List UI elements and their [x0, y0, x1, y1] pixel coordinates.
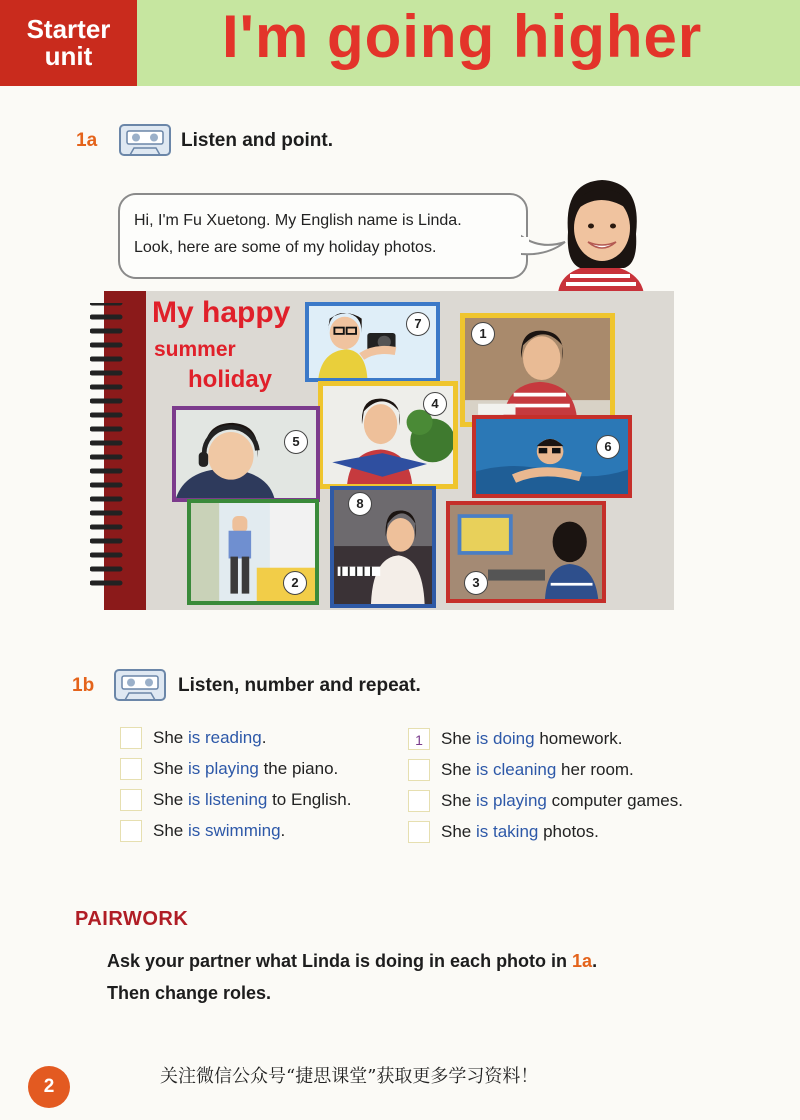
speech-line-1: Hi, I'm Fu Xuetong. My English name is Linda. [134, 212, 462, 229]
cassette-icon [113, 667, 167, 703]
album-title-line3: holiday [188, 366, 273, 393]
photo-1[interactable] [460, 313, 615, 427]
pairwork-heading: PAIRWORK [75, 908, 189, 930]
answer-box[interactable] [120, 727, 142, 749]
pairwork-line-1-text: Ask your partner what Linda is doing in each photo in [107, 951, 573, 971]
photo-2[interactable] [187, 499, 319, 605]
album-title-line1: My happy [152, 296, 291, 329]
unit-label [0, 0, 137, 86]
section-1a-title: Listen and point. [181, 130, 333, 151]
photo-7[interactable] [305, 302, 440, 382]
photo-4[interactable] [318, 381, 458, 489]
item-subject: She [441, 729, 472, 748]
photo-number-badge: 3 [464, 571, 488, 595]
unit-label-line1: Starter [26, 14, 111, 44]
section-1b-title: Listen, number and repeat. [178, 675, 421, 696]
item-verb: is playing [475, 791, 547, 810]
pairwork-line-2: Then change roles. [107, 983, 272, 1003]
list-item [408, 819, 599, 845]
list-item [120, 756, 338, 782]
photo-number-badge: 8 [348, 492, 372, 516]
photo-number-badge: 5 [284, 430, 308, 454]
item-subject: She [153, 821, 184, 840]
item-rest: the piano. [258, 759, 339, 778]
answer-box[interactable]: 1 [408, 728, 430, 750]
item-subject: She [153, 790, 184, 809]
item-verb: is listening [187, 790, 268, 809]
page-number: 2 [28, 1066, 70, 1108]
list-item [120, 725, 266, 751]
item-verb: is reading [187, 728, 262, 747]
item-rest: photos. [538, 822, 599, 841]
photo-number-badge: 1 [471, 322, 495, 346]
list-item [408, 726, 622, 752]
item-rest: . [261, 728, 267, 747]
item-rest: homework. [534, 729, 623, 748]
list-item [120, 787, 351, 813]
item-subject: She [153, 759, 184, 778]
item-rest: . [280, 821, 286, 840]
list-item [408, 757, 634, 783]
list-item [408, 788, 683, 814]
pairwork-instructions [107, 945, 597, 1009]
footer-note: 关注微信公众号“捷思课堂”获取更多学习资料！ [160, 1066, 539, 1087]
item-rest: her room. [556, 760, 634, 779]
answer-box[interactable] [120, 820, 142, 842]
speech-line-2: Look, here are some of my holiday photos. [134, 239, 437, 256]
album-title-line2: summer [154, 338, 236, 361]
photo-number-badge: 6 [596, 435, 620, 459]
answer-box[interactable] [408, 821, 430, 843]
photo-3[interactable] [446, 501, 606, 603]
unit-label-line2: unit [44, 41, 93, 71]
item-verb: is cleaning [475, 760, 557, 779]
item-verb: is swimming [187, 821, 281, 840]
photo-number-badge: 4 [423, 392, 447, 416]
item-subject: She [441, 822, 472, 841]
answer-box[interactable] [120, 758, 142, 780]
photo-5[interactable] [172, 406, 320, 502]
list-item [120, 818, 285, 844]
pairwork-line-1-end: . [592, 951, 598, 971]
cassette-icon [118, 122, 172, 158]
item-verb: is doing [475, 729, 535, 748]
spiral-binding [90, 303, 130, 593]
item-subject: She [153, 728, 184, 747]
speech-bubble [118, 193, 528, 279]
answer-box[interactable] [408, 759, 430, 781]
item-rest: computer games. [546, 791, 683, 810]
section-1a-number: 1a [76, 130, 98, 151]
photo-6[interactable] [472, 415, 632, 498]
photo-number-badge: 7 [406, 312, 430, 336]
item-subject: She [441, 760, 472, 779]
photo-8[interactable] [330, 486, 436, 608]
item-subject: She [441, 791, 472, 810]
pairwork-section-ref: 1a [572, 951, 593, 971]
girl-portrait-image [540, 172, 660, 294]
item-verb: is playing [187, 759, 259, 778]
photo-number-badge: 2 [283, 571, 307, 595]
pairwork-line-1 [107, 945, 597, 977]
section-1b-number: 1b [72, 675, 95, 696]
answer-box[interactable] [408, 790, 430, 812]
page-title: I'm going higher [222, 3, 703, 70]
item-rest: to English. [267, 790, 352, 809]
item-verb: is taking [475, 822, 539, 841]
answer-box[interactable] [120, 789, 142, 811]
